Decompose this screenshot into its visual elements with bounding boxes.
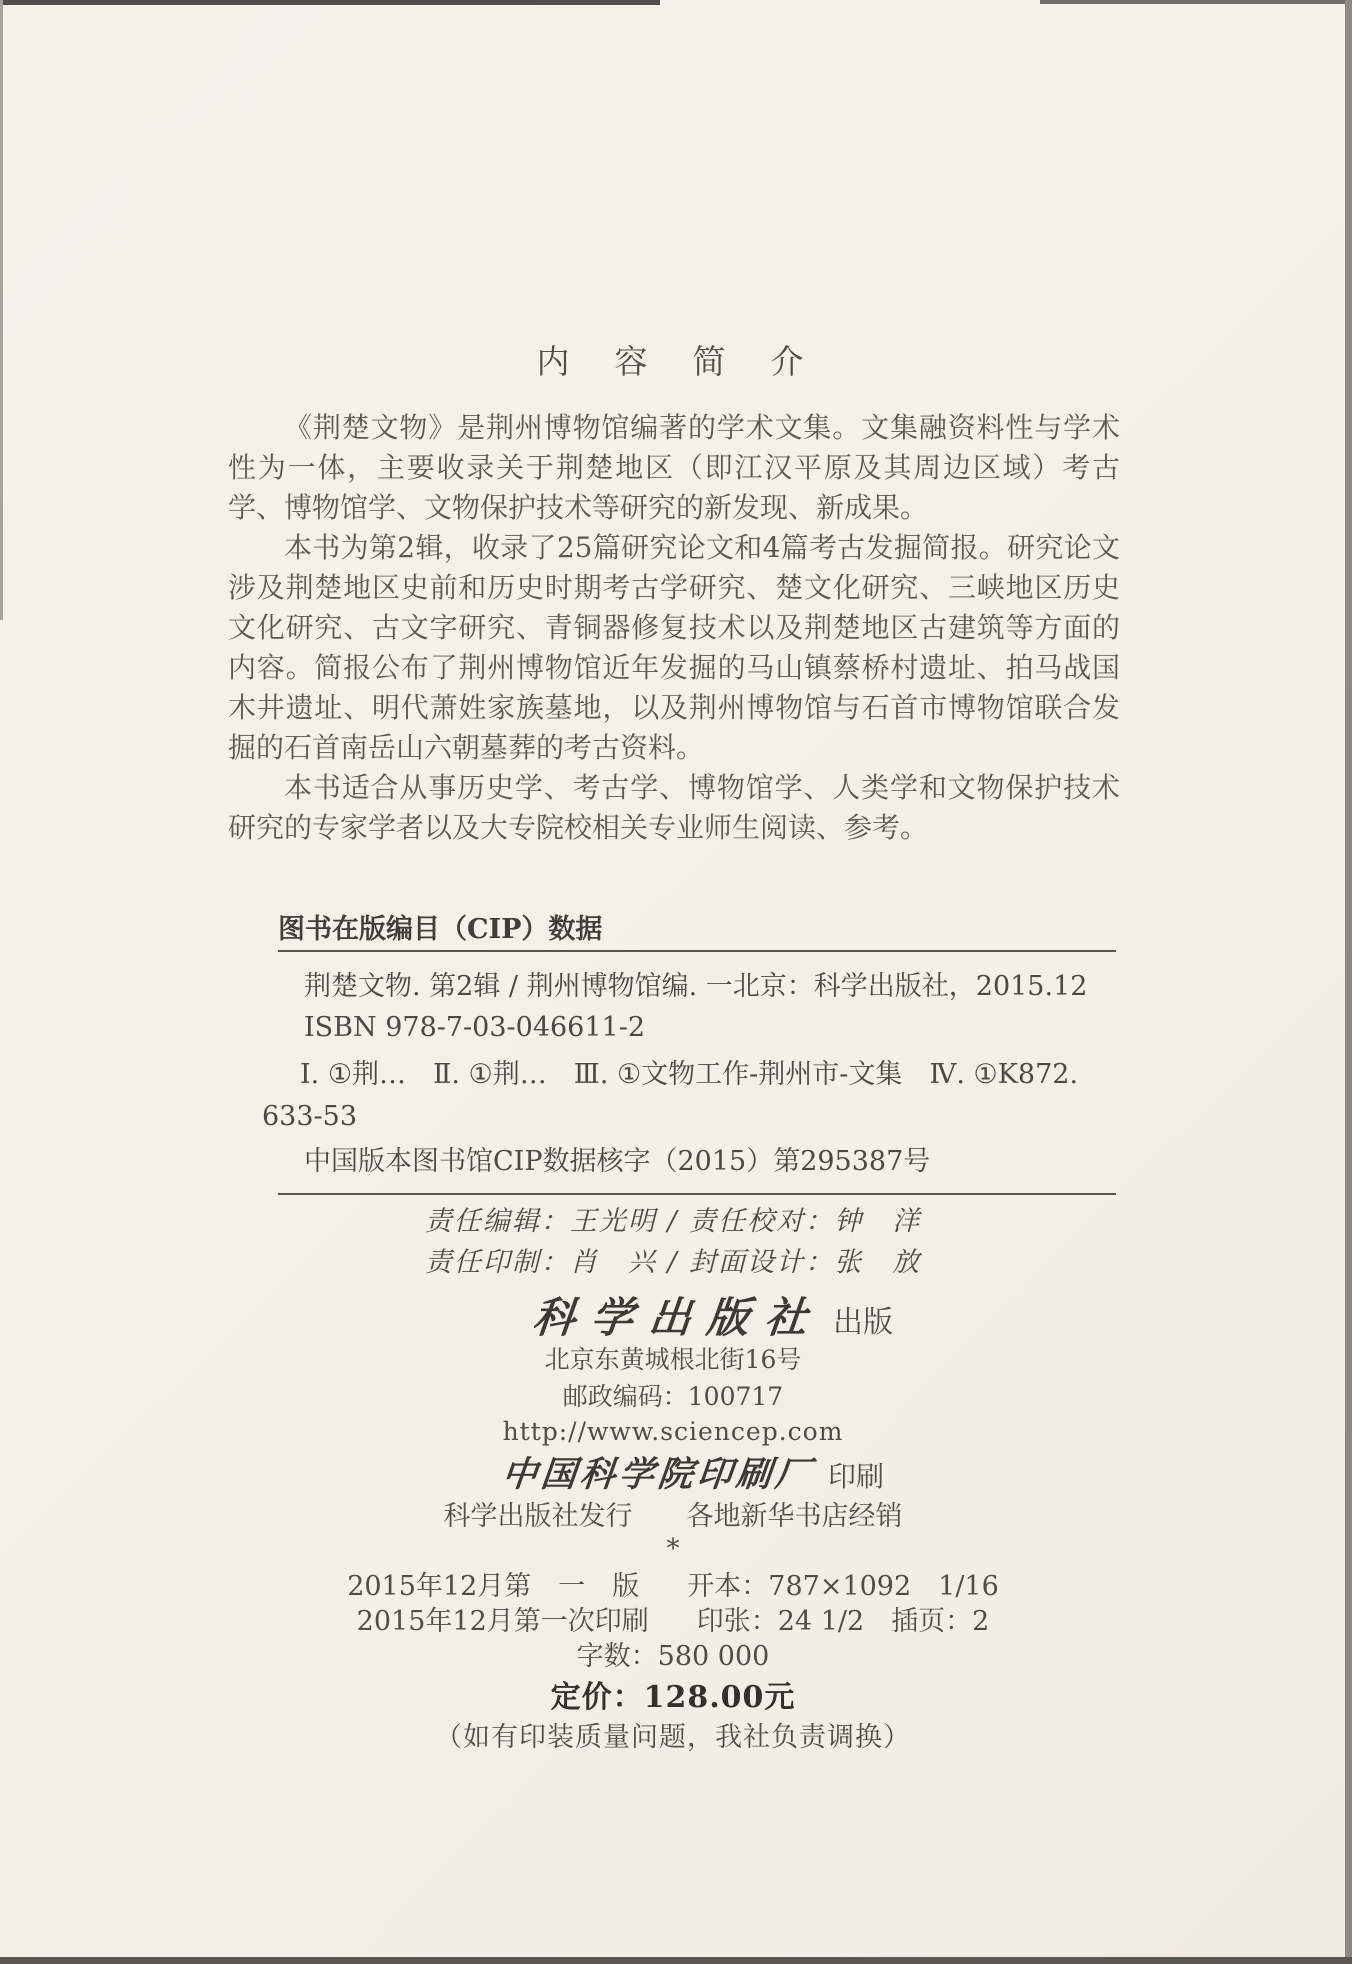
edition-date: 2015年12月第 一 版: [347, 1571, 640, 1602]
intro-paragraph-2: 本书为第2辑，收录了25篇研究论文和4篇考古发掘简报。研究论文涉及荆楚地区史前和历史时期考古学研究、楚文化研究、三峡地区历史文化研究、古文字研究、青铜器修复技术以及荆楚地区古建筑等方面的内容。简报公布了荆州博物馆近年发掘的马山镇蔡桥村遗址、拍马战国木井遗址、明代萧姓家族墓地，以及荆州博物馆与石首市博物馆联合发掘的石首南岳山六朝墓葬的考古资料。: [228, 531, 1120, 764]
cip-record-number: 中国版本图书馆CIP数据核字（2015）第295387号: [304, 1146, 931, 1177]
scan-edge-bottom: [0, 1957, 1352, 1964]
format-spec: 开本：787×1092 1/16: [687, 1571, 999, 1602]
cip-divider-top: [278, 950, 1116, 952]
intro-paragraph-3: 本书适合从事历史学、考古学、博物馆学、人类学和文物保护技术研究的专家学者以及大专院校相关专业师生阅读、参考。: [228, 771, 1120, 844]
staff-design-line: 责任印制：肖 兴 / 封面设计：张 放: [424, 1247, 922, 1278]
sheets-spec: 印张：24 1/2 插页：2: [696, 1606, 990, 1637]
scan-edge-top: [0, 0, 660, 5]
publisher-logo-script: 科学出版社: [530, 1293, 826, 1342]
cip-isbn: ISBN 978-7-03-046611-2: [304, 1012, 646, 1043]
publisher-website: http://www.sciencep.com: [502, 1417, 844, 1446]
cip-title-line: 荆楚文物. 第2辑 / 荆州博物馆编. 一北京：科学出版社，2015.12: [304, 971, 1088, 1002]
publisher-address: 北京东黄城根北街16号: [544, 1345, 802, 1374]
cip-classification-cont: 633-53: [262, 1101, 358, 1132]
printer-imprint-row: [228, 1452, 1138, 1498]
scan-edge-right: [1345, 0, 1352, 1964]
asterisk-divider: *: [666, 1534, 680, 1564]
staff-editors-line: 责任编辑：王光明 / 责任校对：钟 洋: [424, 1206, 922, 1237]
edition-row: [228, 1570, 1118, 1604]
cip-classification: Ⅰ. ①荆… Ⅱ. ①荆… Ⅲ. ①文物工作-荆州市-文集 Ⅳ. ①K872.: [300, 1059, 1079, 1090]
impression-row: [228, 1605, 1118, 1639]
printer-logo-script: 中国科学院印刷厂: [499, 1454, 817, 1495]
page-title: 内 容 简 介: [536, 342, 810, 381]
intro-section: [228, 408, 1120, 848]
word-count: 字数：580 000: [576, 1641, 770, 1672]
intro-paragraph-1: 《荆楚文物》是荆州博物馆编著的学术文集。文集融资料性与学术性为一体，主要收录关于荆楚地区（即江汉平原及其周边区域）考古学、博物馆学、文物保护技术等研究的新发现、新成果。: [228, 411, 1120, 524]
distribution-line: 科学出版社发行 各地新华书店经销: [443, 1501, 903, 1532]
publisher-postcode: 邮政编码：100717: [562, 1382, 784, 1411]
quality-note: （如有印装质量问题，我社负责调换）: [435, 1722, 911, 1753]
impression-date: 2015年12月第一次印刷: [356, 1606, 649, 1637]
scan-edge-top-right: [1040, 0, 1352, 4]
cip-header: 图书在版编目（CIP）数据: [278, 914, 603, 945]
scan-edge-left: [0, 0, 3, 620]
publish-label: 出版: [833, 1305, 893, 1340]
publisher-imprint-row: [228, 1292, 1158, 1344]
print-label: 印刷: [828, 1460, 885, 1493]
cip-divider-bottom: [278, 1193, 1116, 1195]
price-line: 定价：128.00元: [550, 1680, 796, 1715]
